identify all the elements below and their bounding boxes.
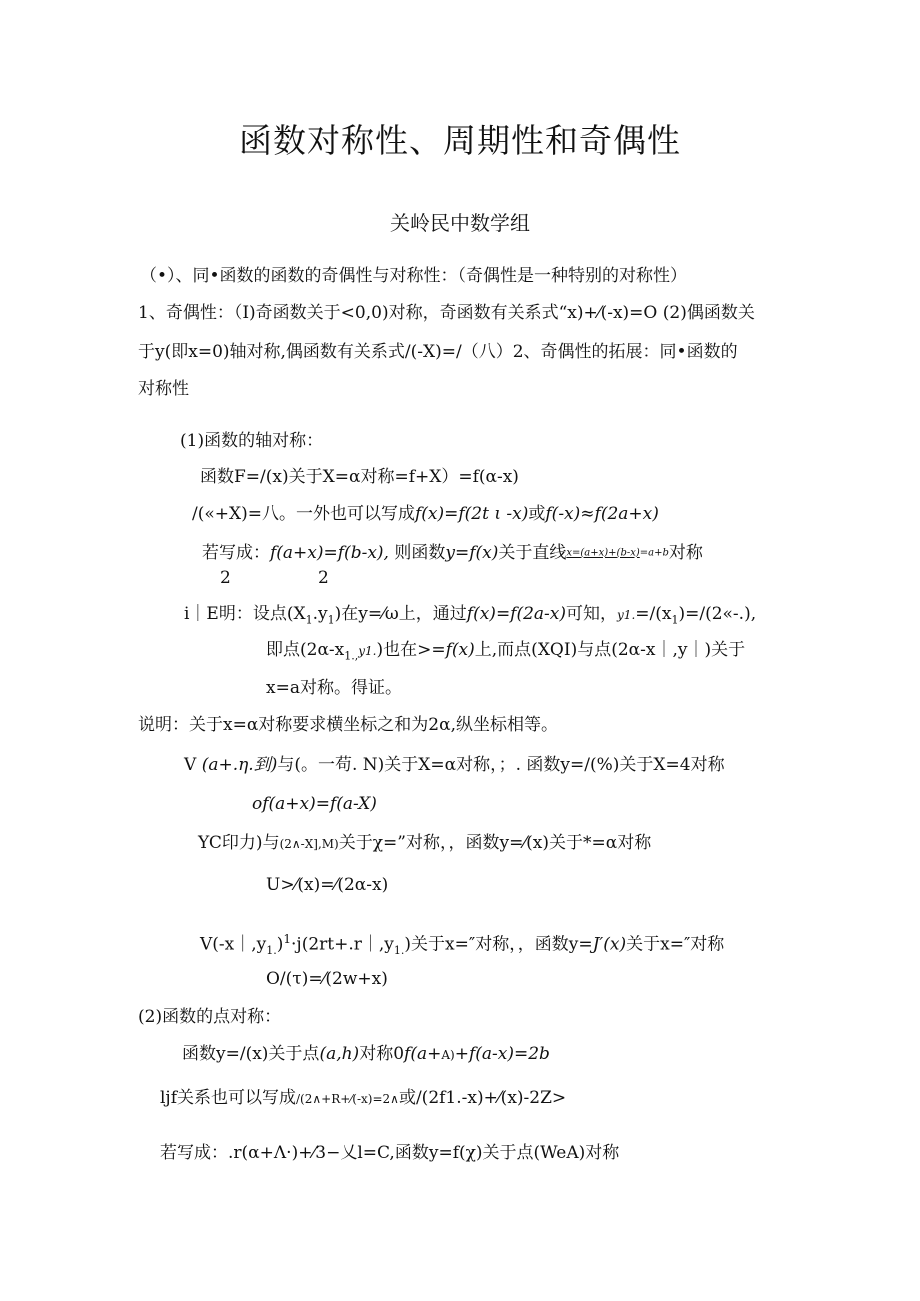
paragraph-line: 1、奇偶性：（I)奇函数关于<0,0)对称，奇函数有关系式“x)+⁄(-x)=O (2)偶函数关 bbox=[138, 303, 755, 323]
text-span: )也在>= bbox=[376, 640, 446, 660]
subscript: 1 bbox=[305, 613, 313, 627]
formula-line: of(a+x)=f(a-X) bbox=[252, 794, 377, 814]
formula-line bbox=[200, 928, 724, 962]
formula-span: f(a-x)=2b bbox=[468, 1044, 550, 1064]
subscript: 1. bbox=[266, 944, 277, 958]
formula-span: (a,h) bbox=[319, 1044, 360, 1064]
subscript: 1 bbox=[327, 613, 335, 627]
formula-line bbox=[202, 542, 703, 565]
formula-span: f(a+x)=f(b-x), bbox=[270, 543, 389, 563]
formula-span: f(x)=f(2t ι -x) bbox=[414, 504, 529, 524]
text-span: 对称 bbox=[668, 543, 703, 563]
formula-line bbox=[184, 754, 725, 776]
formula-span: (2∧-X],M) bbox=[279, 837, 339, 851]
formula-span: x=(a+x)+(b-x) bbox=[566, 547, 640, 559]
formula-span: /(2∧+R+⁄(-x)=2∧ bbox=[296, 1092, 399, 1106]
formula-line bbox=[182, 1043, 550, 1066]
text-span: V bbox=[184, 755, 197, 775]
text-span: 上,而点(XQI)与点(2α-x｜,y｜)关于 bbox=[474, 640, 746, 660]
text-span: /(«+X)=八。一外也可以写成 bbox=[192, 504, 415, 524]
formula-line bbox=[160, 1142, 619, 1164]
text-span: 关于直线 bbox=[498, 543, 567, 563]
text-span: )关于x=″对称，，函数y= bbox=[404, 934, 593, 955]
text-span: 若写成： bbox=[202, 543, 270, 563]
formula-span: f(x) bbox=[445, 640, 475, 660]
subsection-heading: (2)函数的点对称： bbox=[138, 1007, 282, 1027]
subscript: 1. bbox=[393, 944, 405, 958]
proof-line: x=a对称。得证。 bbox=[266, 678, 402, 698]
formula-line bbox=[192, 503, 659, 525]
formula-span: f(x)=f(2a-x) bbox=[466, 604, 567, 624]
formula-span: f(-x)≈f(2a+x) bbox=[545, 504, 659, 524]
fraction-denominator: 2 bbox=[220, 568, 231, 588]
text-span: i｜E明：设点(X bbox=[184, 604, 306, 624]
formula-span: f(a+ bbox=[404, 1044, 442, 1064]
formula-span: J′(x) bbox=[592, 934, 627, 955]
subsection-heading: (1)函数的轴对称： bbox=[180, 431, 324, 451]
formula-span: A) bbox=[441, 1048, 455, 1062]
text-span: 关于χ=”对称，，函数y=⁄(x)关于*=α对称 bbox=[338, 833, 652, 853]
text-span: .y bbox=[312, 604, 328, 624]
page-subtitle: 关岭民中数学组 bbox=[390, 211, 530, 235]
text-span: =/(x bbox=[635, 604, 672, 624]
formula-line: 函数F=/(x)关于X=α对称=f+X）=f(α-x) bbox=[200, 467, 519, 487]
text-span: 对称0 bbox=[359, 1044, 405, 1064]
section-heading-1: （•）、同•函数的函数的奇偶性与对称性：（奇偶性是一种特别的对称性） bbox=[140, 266, 688, 286]
fraction-denominator: 2 bbox=[318, 568, 329, 588]
text-span: V(-x｜,y bbox=[200, 934, 267, 955]
formula-span: =a+b bbox=[639, 547, 669, 559]
text-span: 可知， bbox=[566, 604, 618, 624]
proof-line bbox=[184, 603, 756, 631]
formula-span: y1. bbox=[617, 608, 636, 622]
text-span: YC印力)与 bbox=[198, 833, 280, 853]
text-span: ·j(2rt+.r｜,y bbox=[291, 934, 394, 955]
paragraph-line: 对称性 bbox=[138, 379, 189, 399]
text-span: + bbox=[454, 1044, 469, 1064]
formula-line: O/(τ)=⁄(2w+x) bbox=[266, 969, 388, 989]
text-span: 即点(2α-x bbox=[266, 640, 345, 660]
formula-line: U>⁄(x)=⁄(2α-x) bbox=[266, 875, 389, 895]
text-span: )=/(2«-.), bbox=[678, 604, 757, 624]
text-span: 则函数 bbox=[388, 543, 446, 563]
formula-span: y1. bbox=[358, 644, 377, 658]
formula-span: y=f(x) bbox=[445, 543, 499, 563]
text-span: 函数y=f(χ)关于点(WeA)对称 bbox=[394, 1143, 620, 1163]
formula-line bbox=[198, 832, 651, 855]
page-title: 函数对称性、周期性和奇偶性 bbox=[239, 121, 681, 160]
subscript: 1 bbox=[671, 613, 679, 627]
text-span: 若写成： bbox=[160, 1143, 228, 1163]
text-span: 或/(2f1.-x)+⁄(x)-2Z> bbox=[398, 1088, 567, 1108]
text-span: 函数y=/(x)关于点 bbox=[182, 1044, 320, 1064]
subscript: 1., bbox=[344, 649, 359, 663]
formula-span: (a+.η.到) bbox=[201, 755, 278, 775]
proof-line bbox=[266, 639, 745, 667]
formula-span: .r(α+Λ·)+⁄3−乂l=C, bbox=[228, 1143, 395, 1163]
text-span: 关于x=″对称 bbox=[626, 934, 725, 955]
paragraph-line: 于y(即x=0)轴对称,偶函数有关系式/(-X)=/（八）2、奇偶性的拓展：同•函数的 bbox=[138, 342, 738, 362]
superscript: 1 bbox=[283, 932, 292, 946]
note-line: 说明：关于x=α对称要求横坐标之和为2α,纵坐标相等。 bbox=[138, 715, 559, 735]
text-span: 或 bbox=[528, 504, 546, 524]
formula-line bbox=[160, 1087, 566, 1110]
text-span: )在y=⁄ω上，通过 bbox=[334, 604, 467, 624]
text-span: ) bbox=[276, 934, 284, 955]
text-span: ljf关系也可以写成 bbox=[160, 1088, 296, 1108]
text-span: 与(。一苟. N)关于X=α对称，；. 函数y=/(%)关于X=4对称 bbox=[277, 755, 725, 775]
